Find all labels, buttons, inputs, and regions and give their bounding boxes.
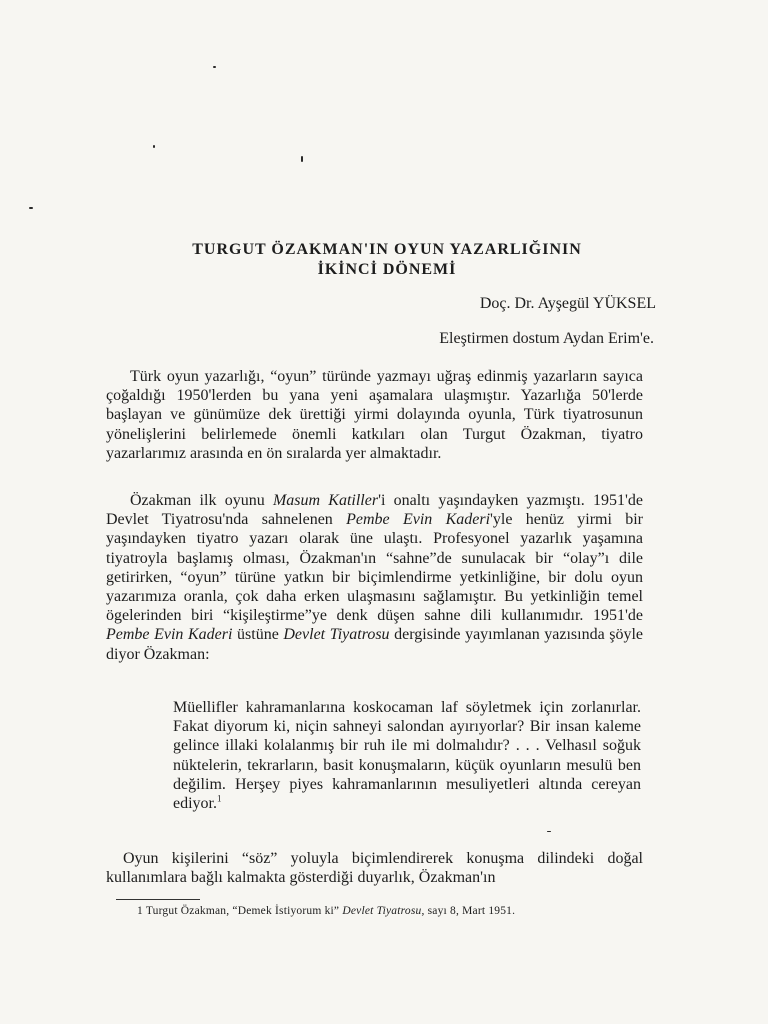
work-title: Pembe Evin Kaderi <box>106 626 233 644</box>
footnote-text: Turgut Özakman, “Demek İstiyorum ki” <box>145 905 340 917</box>
author-name: Doç. Dr. Ayşegül YÜKSEL <box>479 295 656 312</box>
paragraph-continuation: Oyun kişilerini “söz” yoluyla biçimlendirerek konuşma dilindeki doğal kullanımlara bağlı kalmakta gösterdiği duyarlık, Özakman'ın <box>106 850 643 887</box>
scan-speck <box>301 156 303 162</box>
footnote-number: 1 <box>137 905 143 917</box>
quote-text: Müellifler kahramanlarına koskocaman laf söyletmek için zorlanırlar. Fakat diyorum ki, niçin sahneyi salondan ayırıyorlar? Bir insan kaleme gelince illaki kolalanmış bir ruh ile mi dolmalıdır? . . . Velhasıl soğuk nüktelerin, tekrarların, basit konuşmaların, küçük oyunların mesulü ben değilim. Herşey piyes kahramanlarının mesuliyetleri altında cereyan ediyor. <box>173 699 641 813</box>
work-title: Masum Katiller <box>272 492 379 509</box>
journal-title: Devlet Tiyatrosu <box>283 626 390 644</box>
scan-speck <box>547 831 551 832</box>
footnote-divider <box>116 899 200 900</box>
block-quote <box>173 698 641 813</box>
text-span: Özakman ilk oyunu <box>130 492 265 509</box>
scan-speck <box>153 145 155 148</box>
paragraph-debut <box>106 491 643 664</box>
text-span: 'i onaltı yaşındayken yazmıştı. 1951'de Devlet Tiyatrosu'nda sahnelenen <box>106 492 643 529</box>
text-span: üstüne <box>237 626 279 644</box>
article-title-line2: İKİNCİ DÖNEMİ <box>317 261 457 278</box>
footnote <box>137 905 515 917</box>
paragraph-intro: Türk oyun yazarlığı, “oyun” türünde yazmayı uğraş edinmiş yazarların sayıca çoğaldığı 1950'lerden bu yana yeni aşamalara ulaşmıştır. Yazarlığa 50'lerde başlayan ve günümüze dek ürettiği yirmi dolayında oyunla, Türk tiyatrosunun yönelişlerini belirlemede önemli katkıları olan Turgut Özakman, tiyatro yazarlarımız arasında en ön sıralarda yer almaktadır. <box>106 368 643 462</box>
dedication: Eleştirmen dostum Aydan Erim'e. <box>439 330 654 347</box>
footnote-journal: Devlet Tiyatrosu <box>342 905 422 917</box>
scan-speck <box>29 207 33 209</box>
text-span: dergisinde yayımlanan yazısında şöyle diyor Özakman: <box>106 626 644 663</box>
article-title: TURGUT ÖZAKMAN'IN OYUN YAZARLIĞININ <box>192 241 582 258</box>
work-title: Pembe Evin Kaderi <box>346 511 491 529</box>
scan-speck <box>213 66 216 68</box>
text-span: 'yle henüz yirmi bir yaşındayken tiyatro yazarı olarak üne ulaştı. Profesyonel yazarlık yaşamına tiyatroyla başlamış olması, Özakman'ın “sahne”de sunulacak bir “olay”ı dile getirirken, “oyun” türüne yatkın bir biçimlendirme yetkinliğine, bir dolu oyun yazarımıza oranla, çok daha erken ulaşmasını sağlamıştır. Bu yetkinliğin temel ögelerinden biri “kişileştirme”ye denk düşen sahne dili kullanımıdır. 1951'de <box>106 511 643 625</box>
footnote-text-end: , sayı 8, Mart 1951. <box>421 905 516 917</box>
footnote-reference: 1 <box>217 793 222 804</box>
